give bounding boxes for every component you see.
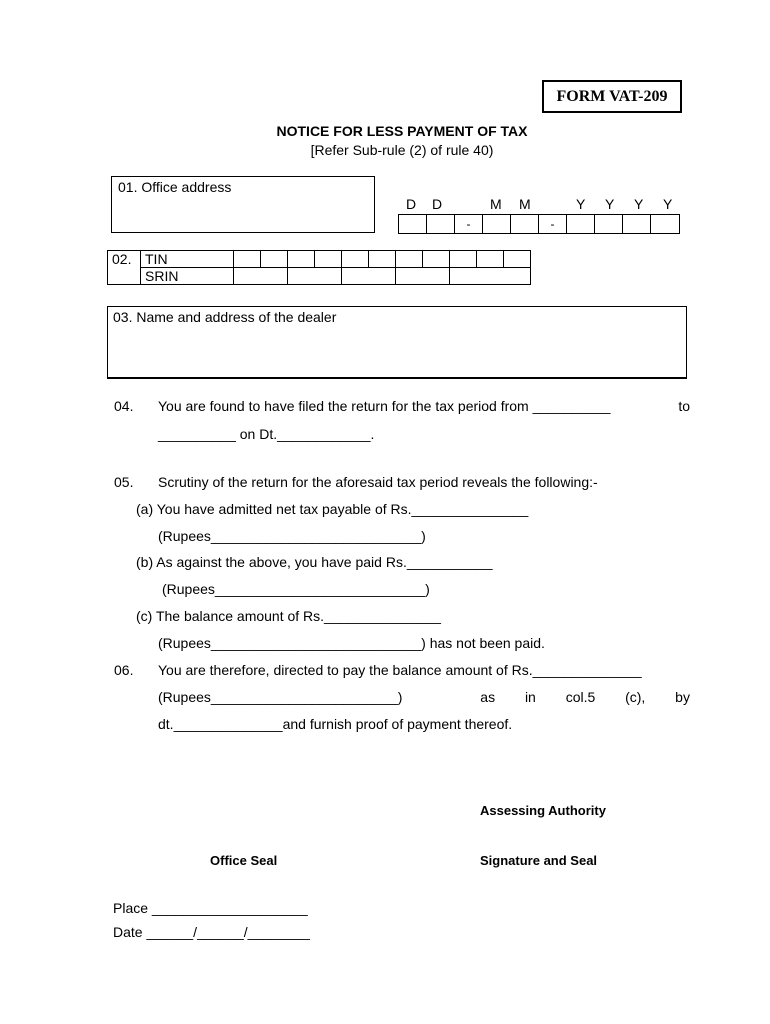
dealer-address-label: 03. Name and address of the dealer — [113, 309, 337, 325]
section05-a-line: (a) You have admitted net tax payable of Rs._______________ — [136, 501, 529, 517]
office-address-box[interactable] — [111, 176, 375, 233]
date-cell[interactable] — [567, 215, 595, 233]
date-cell[interactable] — [427, 215, 455, 233]
date-label-y2: Y — [605, 196, 615, 212]
section06-line2-part: (c), — [625, 689, 646, 705]
date-separator-cell: - — [455, 215, 483, 233]
tin-cell[interactable] — [342, 251, 369, 268]
date-label-y4: Y — [663, 196, 673, 212]
srin-cell[interactable] — [234, 268, 288, 285]
office-address-label: 01. Office address — [118, 179, 232, 195]
section06-line3: dt.______________and furnish proof of payment thereof. — [158, 716, 513, 732]
date-cell[interactable] — [511, 215, 539, 233]
section06-line2-part: in — [524, 689, 536, 705]
tin-cell[interactable] — [396, 251, 423, 268]
date-cell[interactable] — [651, 215, 679, 233]
date-separator-cell: - — [539, 215, 567, 233]
tin-cell[interactable] — [315, 251, 342, 268]
srin-label: SRIN — [141, 268, 234, 285]
section06-number: 06. — [114, 662, 134, 678]
section04-line2: __________ on Dt.____________. — [158, 426, 375, 442]
section05-c-rupees: (Rupees___________________________) has not been paid. — [158, 635, 545, 651]
section02-number: 02. — [108, 251, 141, 285]
section05-c-line: (c) The balance amount of Rs._______________ — [136, 608, 441, 624]
tin-cell[interactable] — [477, 251, 504, 268]
date-label-m2: M — [519, 196, 531, 212]
section06-line2-part: (Rupees________________________) — [158, 689, 403, 705]
date-grid — [398, 214, 680, 234]
section05-number: 05. — [114, 474, 134, 490]
form-label-box — [542, 80, 682, 113]
date-label-y1: Y — [576, 196, 586, 212]
date-label-m1: M — [490, 196, 502, 212]
tin-cell[interactable] — [504, 251, 531, 268]
tin-cell[interactable] — [261, 251, 288, 268]
section05-a-rupees: (Rupees___________________________) — [158, 528, 426, 544]
date-cell[interactable] — [483, 215, 511, 233]
page-subtitle: [Refer Sub-rule (2) of rule 40) — [310, 142, 494, 158]
page-title: NOTICE FOR LESS PAYMENT OF TAX — [276, 123, 528, 139]
tin-cell[interactable] — [234, 251, 261, 268]
date-label-d2: D — [432, 196, 443, 212]
tin-srin-table — [107, 250, 531, 285]
date-cell[interactable] — [399, 215, 427, 233]
date-label-y3: Y — [634, 196, 644, 212]
assessing-authority: Assessing Authority — [480, 803, 606, 818]
tin-label: TIN — [141, 251, 234, 268]
section06-line2-part: as — [480, 689, 496, 705]
date-cell[interactable] — [595, 215, 623, 233]
dealer-address-box[interactable] — [107, 306, 687, 379]
date-label-d1: D — [406, 196, 417, 212]
section05-intro: Scrutiny of the return for the aforesaid tax period reveals the following:- — [158, 474, 598, 490]
section05-b-line: (b) As against the above, you have paid Rs.___________ — [136, 554, 493, 570]
srin-cell[interactable] — [288, 268, 342, 285]
date-field: Date ______/______/________ — [113, 924, 310, 940]
tin-cell[interactable] — [288, 251, 315, 268]
section06-line2-part: by — [675, 689, 690, 705]
place-field: Place ____________________ — [113, 900, 308, 916]
form-label: FORM VAT-209 — [556, 87, 668, 105]
tin-cell[interactable] — [450, 251, 477, 268]
section04-line1-end: to — [678, 398, 690, 414]
signature-and-seal: Signature and Seal — [480, 853, 598, 868]
srin-cell[interactable] — [342, 268, 396, 285]
section04-line1-text: You are found to have filed the return for the tax period from __________ — [158, 398, 611, 414]
section04-line1 — [158, 398, 690, 414]
section06-line1: You are therefore, directed to pay the balance amount of Rs.______________ — [158, 662, 642, 678]
date-cell[interactable] — [623, 215, 651, 233]
section05-b-rupees: (Rupees___________________________) — [162, 581, 430, 597]
office-seal: Office Seal — [210, 853, 278, 868]
section06-line2-part: col.5 — [565, 689, 596, 705]
srin-cell[interactable] — [450, 268, 531, 285]
section06-line2 — [158, 689, 690, 705]
tin-cell[interactable] — [369, 251, 396, 268]
tin-cell[interactable] — [423, 251, 450, 268]
srin-cell[interactable] — [396, 268, 450, 285]
section04-number: 04. — [114, 398, 134, 414]
